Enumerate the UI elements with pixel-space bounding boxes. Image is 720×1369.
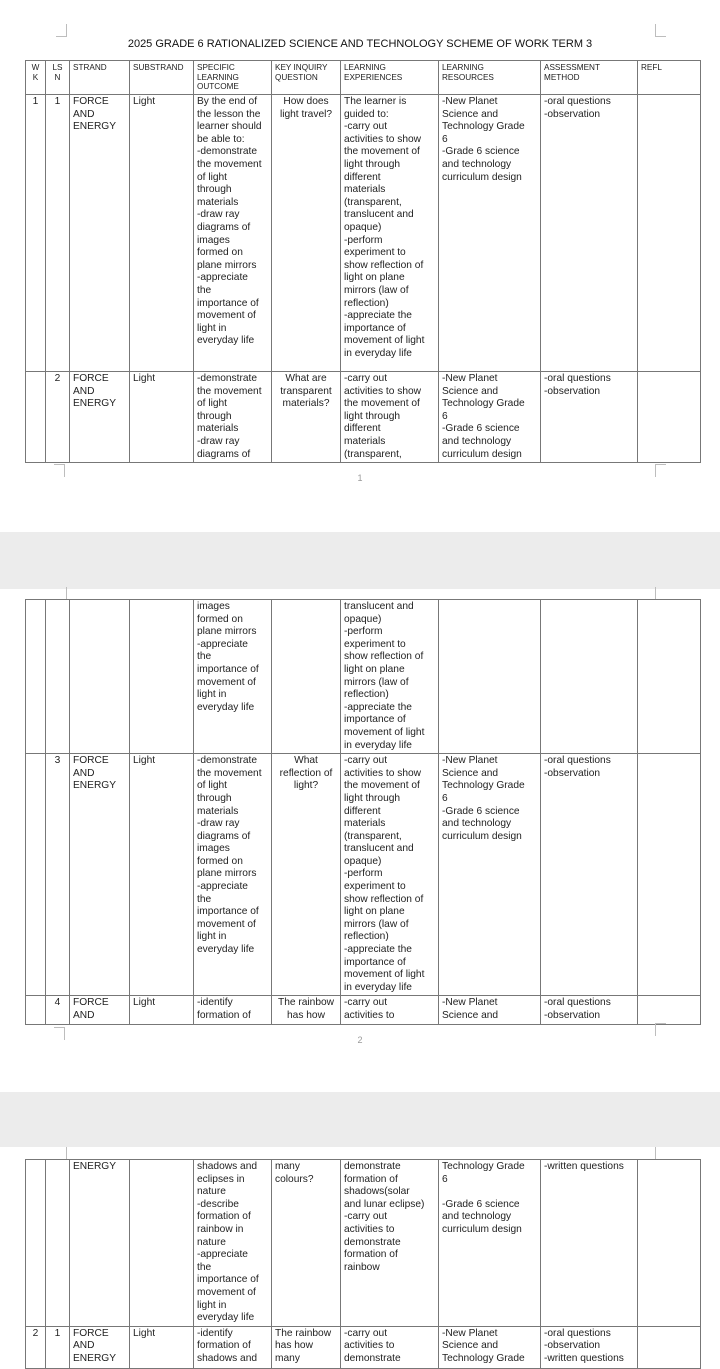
- cell-strand: FORCE AND ENERGY: [70, 95, 130, 372]
- cell-refl: [638, 600, 701, 754]
- scheme-table-page-1: [25, 60, 701, 463]
- cell-le: -carry out activities to show the movement of light through different materials (transparent, translucent and opaque) -perform experiment to show reflection of light on plane mirrors (law of reflection) -appreciate the importance of movement of light in everyday life: [341, 754, 439, 996]
- cell-lsn: 2: [46, 372, 70, 463]
- header-lr: LEARNING RESOURCES: [439, 61, 541, 95]
- cell-strand: FORCE AND: [70, 996, 130, 1024]
- cell-am: -oral questions -observation: [541, 95, 638, 372]
- cell-refl: [638, 996, 701, 1024]
- page-2: [0, 589, 720, 1092]
- page-number: 2: [357, 1035, 363, 1045]
- header-kiq: KEY INQUIRY QUESTION: [272, 61, 341, 95]
- scheme-table-page-3: [25, 1159, 701, 1369]
- cell-wk: 1: [26, 95, 46, 372]
- cell-lr: [439, 600, 541, 754]
- cell-substrand: [130, 600, 194, 754]
- table-row: [26, 1160, 701, 1327]
- cell-am: [541, 600, 638, 754]
- cell-am: -oral questions -observation: [541, 754, 638, 996]
- cell-kiq: The rainbow has how: [272, 996, 341, 1024]
- cell-refl: [638, 754, 701, 996]
- cell-strand: FORCE AND ENERGY: [70, 1326, 130, 1368]
- cell-wk: [26, 372, 46, 463]
- cell-refl: [638, 372, 701, 463]
- cell-am: -oral questions -observation: [541, 372, 638, 463]
- cell-strand: [70, 600, 130, 754]
- header-le: LEARNING EXPERIENCES: [341, 61, 439, 95]
- header-substrand: SUBSTRAND: [130, 61, 194, 95]
- cell-strand: FORCE AND ENERGY: [70, 754, 130, 996]
- cell-lsn: [46, 600, 70, 754]
- cell-lsn: 3: [46, 754, 70, 996]
- cell-lr: -New Planet Science and Technology Grade 6 -Grade 6 science and technology curriculum design: [439, 95, 541, 372]
- cell-lr: Technology Grade 6 -Grade 6 science and technology curriculum design: [439, 1160, 541, 1327]
- crop-mark-top-left: [56, 24, 67, 37]
- cell-lr: -New Planet Science and Technology Grade 6 -Grade 6 science and technology curriculum design: [439, 372, 541, 463]
- cell-wk: [26, 754, 46, 996]
- cell-lr: -New Planet Science and Technology Grade: [439, 1326, 541, 1368]
- table-row: [26, 372, 701, 463]
- cell-kiq: What reflection of light?: [272, 754, 341, 996]
- cell-le: -carry out activities to: [341, 996, 439, 1024]
- cell-strand: FORCE AND ENERGY: [70, 372, 130, 463]
- cell-wk: 2: [26, 1326, 46, 1368]
- cell-kiq: [272, 600, 341, 754]
- cell-le: demonstrate formation of shadows(solar and lunar eclipse) -carry out activities to demonstrate formation of rainbow: [341, 1160, 439, 1327]
- cell-lr: -New Planet Science and Technology Grade 6 -Grade 6 science and technology curriculum design: [439, 754, 541, 996]
- table-row: [26, 600, 701, 754]
- table-header-row: [26, 61, 701, 95]
- header-strand: STRAND: [70, 61, 130, 95]
- cell-kiq: many colours?: [272, 1160, 341, 1327]
- page-number: 1: [357, 473, 363, 483]
- cell-substrand: Light: [130, 372, 194, 463]
- scheme-table-page-2: [25, 599, 701, 1025]
- cell-le: -carry out activities to demonstrate: [341, 1326, 439, 1368]
- cell-am: -written questions: [541, 1160, 638, 1327]
- header-lsn: LS N: [46, 61, 70, 95]
- cell-slo: -identify formation of: [194, 996, 272, 1024]
- cell-wk: [26, 996, 46, 1024]
- table-row: [26, 754, 701, 996]
- cell-substrand: Light: [130, 754, 194, 996]
- page-gap: [0, 532, 720, 589]
- cell-slo: images formed on plane mirrors -appreciate the importance of movement of light in everyday life: [194, 600, 272, 754]
- cell-refl: [638, 1160, 701, 1327]
- cell-kiq: How does light travel?: [272, 95, 341, 372]
- page-gap: [0, 1092, 720, 1147]
- page-1: [0, 0, 720, 532]
- cell-substrand: Light: [130, 1326, 194, 1368]
- cell-am: -oral questions -observation: [541, 996, 638, 1024]
- cell-lr: -New Planet Science and: [439, 996, 541, 1024]
- cell-am: -oral questions -observation -written questions: [541, 1326, 638, 1368]
- cell-refl: [638, 1326, 701, 1368]
- cell-wk: [26, 600, 46, 754]
- header-slo: SPECIFIC LEARNING OUTCOME: [194, 61, 272, 95]
- cell-lsn: 1: [46, 1326, 70, 1368]
- cell-strand: ENERGY: [70, 1160, 130, 1327]
- header-refl: REFL: [638, 61, 701, 95]
- cell-slo: -demonstrate the movement of light through materials -draw ray diagrams of: [194, 372, 272, 463]
- document-title: 2025 GRADE 6 RATIONALIZED SCIENCE AND TECHNOLOGY SCHEME OF WORK TERM 3: [127, 38, 593, 50]
- cell-lsn: [46, 1160, 70, 1327]
- header-wk: W K: [26, 61, 46, 95]
- cell-kiq: The rainbow has how many: [272, 1326, 341, 1368]
- cell-slo: -demonstrate the movement of light through materials -draw ray diagrams of images formed on plane mirrors -appreciate the importance of movement of light in everyday life: [194, 754, 272, 996]
- cell-slo: -identify formation of shadows and: [194, 1326, 272, 1368]
- cell-slo: shadows and eclipses in nature -describe formation of rainbow in nature -appreciate the importance of movement of light in everyday life: [194, 1160, 272, 1327]
- cell-slo: By the end of the lesson the learner should be able to: -demonstrate the movement of light through materials -draw ray diagrams of images formed on plane mirrors -appreciate the importance of movement of light in everyday life: [194, 95, 272, 372]
- page-3: [0, 1147, 720, 1366]
- cell-lsn: 1: [46, 95, 70, 372]
- cell-le: The learner is guided to: -carry out activities to show the movement of light through different materials (transparent, translucent and opaque) -perform experiment to show reflection of light on plane mirrors (law of reflection) -appreciate the importance of movement of light in everyday life: [341, 95, 439, 372]
- cell-substrand: Light: [130, 996, 194, 1024]
- cell-lsn: 4: [46, 996, 70, 1024]
- cell-substrand: [130, 1160, 194, 1327]
- crop-mark-top-right: [655, 24, 666, 37]
- table-row: [26, 95, 701, 372]
- cell-le: translucent and opaque) -perform experiment to show reflection of light on plane mirrors (law of reflection) -appreciate the importance of movement of light in everyday life: [341, 600, 439, 754]
- table-row: [26, 996, 701, 1024]
- table-row: [26, 1326, 701, 1368]
- cell-wk: [26, 1160, 46, 1327]
- cell-le: -carry out activities to show the movement of light through different materials (transparent,: [341, 372, 439, 463]
- header-am: ASSESSMENT METHOD: [541, 61, 638, 95]
- cell-refl: [638, 95, 701, 372]
- cell-kiq: What are transparent materials?: [272, 372, 341, 463]
- cell-substrand: Light: [130, 95, 194, 372]
